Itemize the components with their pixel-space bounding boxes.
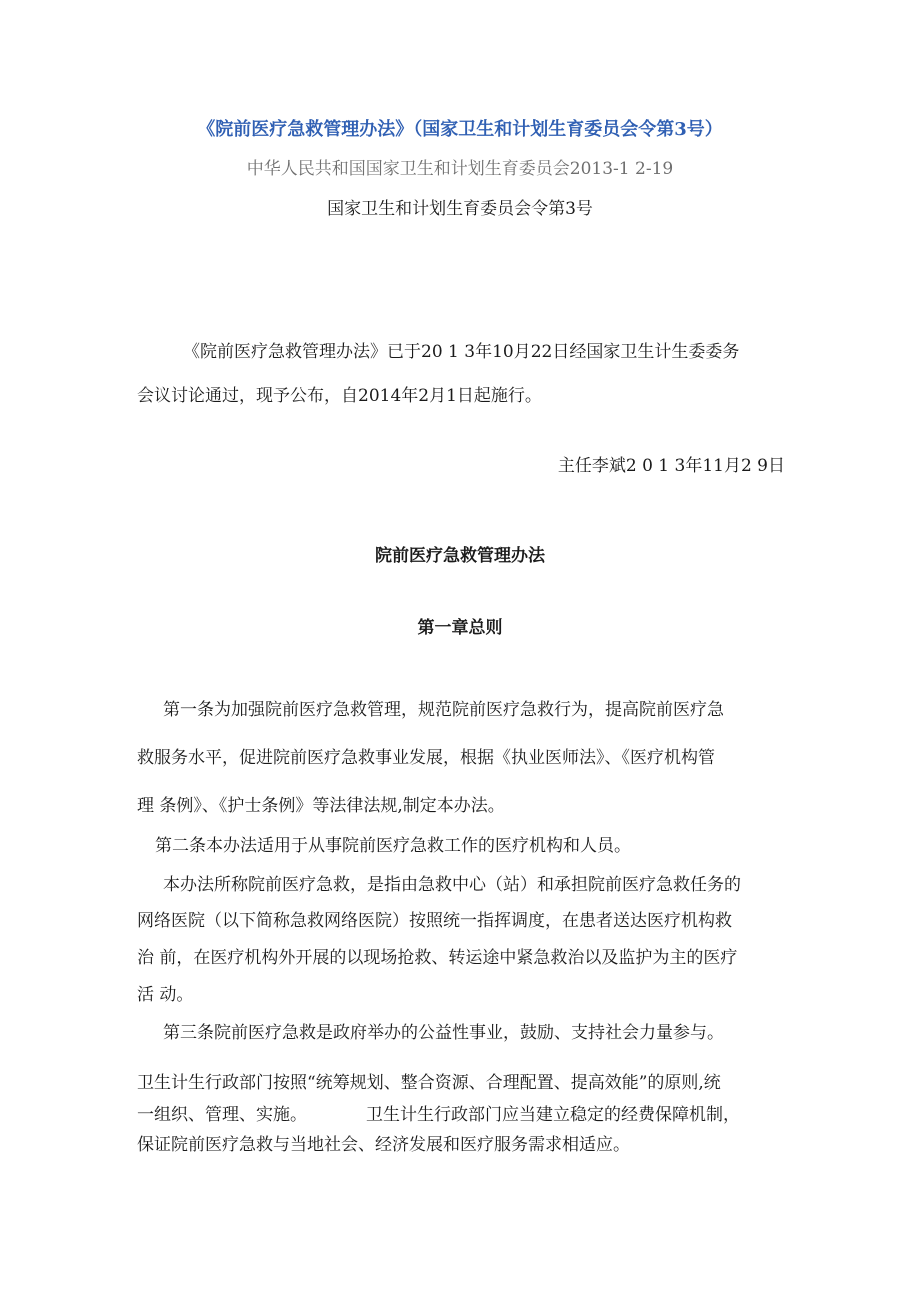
announcement-line-2: 会议讨论通过，现予公布，自2014年2月1日起施行。	[137, 386, 542, 406]
order-number: 国家卫生和计划生育委员会令第3号	[327, 199, 593, 219]
article-2-definition-line-4: 活 动。	[137, 985, 194, 1005]
article-3-detail-line-3: 保证院前医疗急救与当地社会、经济发展和医疗服务需求相适应。	[137, 1135, 630, 1155]
source-and-date: 中华人民共和国国家卫生和计划生育委员会2013-1 2-19	[246, 159, 674, 179]
article-1-line-2: 救服务水平，促进院前医疗急救事业发展，根据《执业医师法》、《医疗机构管	[137, 748, 715, 768]
article-1-line-1: 第一条为加强院前医疗急救管理，规范院前医疗急救行为，提高院前医疗急	[163, 700, 724, 720]
regulation-title: 院前医疗急救管理办法	[375, 546, 545, 566]
article-1-line-3: 理 条例》、《护士条例》等法律法规,制定本办法。	[137, 796, 505, 816]
article-2-line-1: 第二条本办法适用于从事院前医疗急救工作的医疗机构和人员。	[155, 836, 631, 856]
article-2-definition-line-3: 治 前，在医疗机构外开展的以现场抢救、转运途中紧急救治以及监护为主的医疗	[137, 948, 738, 968]
announcement-line-1: 《院前医疗急救管理办法》已于20 1 3年10月22日经国家卫生计生委委务	[183, 342, 740, 362]
article-3-detail-line-2a: 一组织、管理、实施。	[137, 1105, 307, 1125]
article-2-definition-line-1: 本办法所称院前医疗急救，是指由急救中心（站）和承担院前医疗急救任务的	[163, 875, 741, 895]
article-3-detail-line-2b: 卫生计生行政部门应当建立稳定的经费保障机制，	[366, 1105, 740, 1125]
article-3-detail-line-1: 卫生计生行政部门按照“统筹规划、整合资源、合理配置、提高效能”的原则,统	[137, 1073, 721, 1093]
article-3-line-1: 第三条院前医疗急救是政府举办的公益性事业，鼓励、支持社会力量参与。	[163, 1023, 724, 1043]
document-title-link[interactable]: 《院前医疗急救管理办法》（国家卫生和计划生育委员会令第3号）	[197, 119, 723, 140]
chapter-heading: 第一章总则	[417, 618, 503, 638]
signature-line: 主任李斌2 0 1 3年11月2 9日	[557, 456, 785, 476]
article-2-definition-line-2: 网络医院（以下简称急救网络医院）按照统一指挥调度，在患者送达医疗机构救	[137, 911, 732, 931]
